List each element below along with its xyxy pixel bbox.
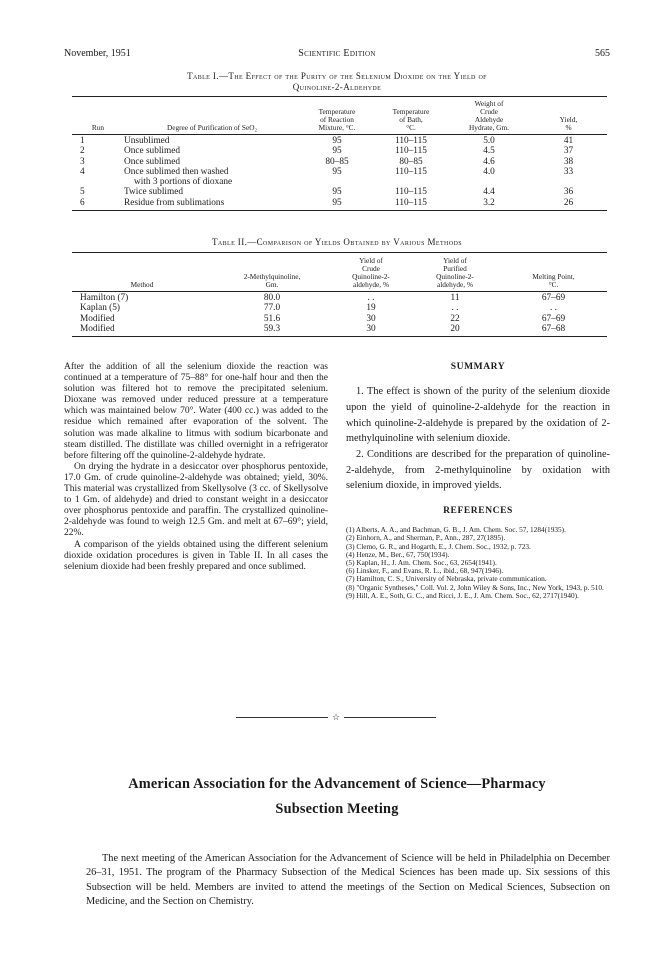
table1-header-run: Run <box>91 123 105 132</box>
table1-cell-weight: 4.5 <box>483 146 495 157</box>
table1-cell-temp-reaction: 95 <box>332 166 342 177</box>
table2-cell-purified: 11 <box>450 293 460 303</box>
table1-cell-run: 5 <box>80 187 85 198</box>
table2-cell-melting: 67–68 <box>541 323 566 334</box>
table1-cell-yield: 26 <box>563 197 574 208</box>
table1-cell-temp-bath: 110–115 <box>395 197 427 208</box>
table1-cell-weight: 5.0 <box>483 136 495 146</box>
table1 <box>72 96 607 211</box>
table1-cell-yield: 38 <box>563 156 574 167</box>
body-left-column <box>64 362 328 573</box>
reference-item: (3) Clemo, G. R., and Hogarth, E., J. Chem. Soc., 1932, p. 723. <box>346 541 531 551</box>
table2-caption: Table II.—Comparison of Yields Obtained by Various Methods <box>211 237 462 247</box>
body-paragraph: On drying the hydrate in a desiccator over phosphorus pentoxide, 17.0 Gm. of crude quinoline-2-aldehyde was obtained; yield, 30%. This material was crystallized from Skellysolve (3 cc. of Skellysolve to 1 Gm. of aldehyde) and dried to constant weight in a desiccator over phosphorus pentoxide and paraffin. The crystallized quinoline-2-aldehyde was found to weigh 12.5 Gm. and melt at 67–69°; yield, 22%. <box>64 461 328 539</box>
table2-header-methylquinoline: 2-Methylquinoline, Gm. <box>243 272 301 289</box>
body-paragraph: After the addition of all the selenium dioxide the reaction was continued at a temperature of 75–88° for one-half hour and then the solution was filtered hot to remove the precipitated selenium. Dioxane was removed under reduced pressure at a temperature which was maintained below 70°. Water (400 cc.) was added to the residue which remained after evaporation of the solvent. The solution was made alkaline to litmus with sodium bicarbonate and steam distilled. The distillate was chilled overnight in a refrigerator before filtering off the quinoline-2-aldehyde hydrate. <box>64 362 328 461</box>
divider-line-right <box>344 717 436 718</box>
body-right-column <box>346 362 610 600</box>
body-paragraph: A comparison of the yields obtained using the different selenium dioxide oxidation procedures is given in Table II. In all cases the selenium dioxide had been freshly prepared and once sublimed. <box>64 539 328 572</box>
table1-cell-run: 3 <box>80 156 85 167</box>
table1-caption <box>64 71 610 93</box>
reference-item: (8) "Organic Syntheses," Coll. Vol. 2, John Wiley & Sons, Inc., New York, 1943, p. 510. <box>346 582 604 592</box>
table1-cell-yield: 37 <box>563 146 574 157</box>
table2-header-row <box>72 253 607 292</box>
table1-header-temp-reaction: Temperature of Reaction Mixture, °C. <box>318 107 356 132</box>
table1-header-weight: Weight of Crude Aldehyde Hydrate, Gm. <box>469 99 509 132</box>
reference-item: (7) Hamilton, C. S., University of Nebraska, private communication. <box>346 574 547 584</box>
table1-cell-temp-reaction: 95 <box>332 197 342 208</box>
reference-item: (1) Alberts, A. A., and Bachman, G. B., J. Am. Chem. Soc. 57, 1284(1935). <box>346 525 566 535</box>
announcement-title-line1: American Association for the Advancement of Science—Pharmacy <box>128 776 546 792</box>
table2-cell-crude: 30 <box>366 313 376 324</box>
running-header <box>64 48 610 62</box>
header-journal: Scientific Edition <box>298 48 376 59</box>
table2-cell-purified: 20 <box>450 323 460 334</box>
table2-header-method: Method <box>130 280 154 289</box>
announcement-body <box>86 852 610 910</box>
summary-item: 2. Conditions are described for the preparation of quinoline-2-aldehyde, from 2-methylquinoline by oxidation with selenium dioxide, in improved yields. <box>346 448 610 492</box>
reference-item: (6) Linsker, F., and Evans, R. L., ibid., 68, 947(1946). <box>346 566 504 576</box>
table1-cell-yield: 41 <box>563 136 574 146</box>
summary-heading: SUMMARY <box>450 362 506 372</box>
table2-cell-methylquinoline: 77.0 <box>263 303 281 314</box>
table1-header-degree: Degree of Purification of SeO₂ <box>166 123 258 132</box>
reference-item: (5) Kaplan, H., J. Am. Chem. Soc., 63, 2654(1941). <box>346 557 497 567</box>
table1-cell-run: 6 <box>80 197 85 208</box>
table2-cell-methylquinoline: 59.3 <box>263 323 281 334</box>
table1-caption-line2: Quinoline-2-Aldehyde <box>292 82 382 92</box>
table2-cell-method: Modified <box>80 323 115 334</box>
table1-cell-degree: Once sublimed <box>124 146 181 157</box>
table2-cell-methylquinoline: 80.0 <box>263 293 281 303</box>
table-row <box>72 324 607 337</box>
reference-item: (2) Einhorn, A., and Sherman, P., Ann., 287, 27(1895). <box>346 533 506 543</box>
table2-cell-method: Modified <box>80 313 115 324</box>
table1-degree-continuation: with 3 portions of dioxane <box>134 177 233 188</box>
table2-header-crude-yield: Yield of Crude Quinoline-2- aldehyde, % <box>352 256 390 289</box>
table2 <box>72 252 607 337</box>
summary-section <box>346 384 610 494</box>
table2-cell-crude: 19 <box>366 303 376 314</box>
table1-cell-temp-reaction: 95 <box>332 136 342 146</box>
table-row <box>72 157 607 167</box>
reference-item: (4) Henze, M., Ber., 67, 750(1934). <box>346 549 450 559</box>
table1-cell-weight: 4.0 <box>483 166 495 177</box>
table2-cell-purified: . . <box>451 303 459 314</box>
table2-cell-crude: . . <box>367 293 375 303</box>
star-icon: ☆ <box>331 712 341 722</box>
table1-cell-run: 2 <box>80 146 85 157</box>
table2-cell-crude: 30 <box>366 323 376 334</box>
table-row <box>72 303 607 313</box>
table-row <box>72 187 607 197</box>
announcement-title <box>64 772 610 822</box>
table-row <box>72 292 607 304</box>
table1-cell-temp-reaction: 95 <box>332 187 342 198</box>
table2-cell-melting: . . <box>550 303 557 314</box>
table1-cell-temp-bath: 110–115 <box>395 166 427 177</box>
section-divider <box>236 711 436 725</box>
table1-caption-line1: Table I.—The Effect of the Purity of the Selenium Dioxide on the Yield of <box>187 71 487 81</box>
table2-header-melting-point: Melting Point, °C. <box>532 272 575 289</box>
table1-cell-run: 4 <box>80 166 85 177</box>
table2-cell-melting: 67–69 <box>541 313 566 324</box>
table1-cell-weight: 4.6 <box>483 156 495 167</box>
table1-cell-temp-bath: 80–85 <box>399 156 423 167</box>
table-row <box>72 135 607 147</box>
table1-cell-temp-bath: 110–115 <box>395 136 427 146</box>
table1-cell-degree: Unsublimed <box>124 136 170 146</box>
reference-item: (9) Hill, A. E., Soth, G. C., and Ricci, J. E., J. Am. Chem. Soc., 62, 2717(1940). <box>346 590 579 600</box>
announcement-title-line2: Subsection Meeting <box>275 801 399 817</box>
table2-cell-purified: 22 <box>450 313 460 324</box>
table2-header-purified-yield: Yield of Purified Quinoline-2- aldehyde, % <box>436 256 474 289</box>
table1-cell-run: 1 <box>80 136 85 146</box>
table1-cell-temp-bath: 110–115 <box>395 146 427 157</box>
table1-cell-temp-bath: 110–115 <box>395 187 427 198</box>
header-page-number: 565 <box>595 48 610 59</box>
table2-cell-method: Kaplan (5) <box>80 303 121 314</box>
table1-cell-yield: 33 <box>563 166 574 177</box>
table1-cell-weight: 3.2 <box>483 197 495 208</box>
table1-header-temp-bath: Temperature of Bath, °C. <box>392 107 430 132</box>
references-list <box>346 526 610 600</box>
table1-cell-degree: Residue from sublimations <box>124 197 225 208</box>
header-date: November, 1951 <box>64 48 131 59</box>
table1-cell-yield: 36 <box>563 187 574 198</box>
table1-cell-degree: Once sublimed <box>124 156 181 167</box>
summary-item: 1. The effect is shown of the purity of the selenium dioxide upon the yield of quinoline-2-aldehyde for the reaction in which quinoline-2-aldehyde is prepared by the oxidation of 2-methylquinoline with selenium dioxide. <box>346 386 610 445</box>
table2-cell-melting: 67–69 <box>541 293 566 303</box>
table-row <box>72 146 607 156</box>
table1-cell-degree: Twice sublimed <box>124 187 183 198</box>
table1-cell-temp-reaction: 95 <box>332 146 342 157</box>
table1-cell-weight: 4.4 <box>483 187 495 198</box>
announcement-paragraph: The next meeting of the American Association for the Advancement of Science will be held in Philadelphia on December 26–31, 1951. The program of the Pharmacy Subsection of the Medical Sciences has been made up. Six sessions of this Subsection will be held. Members are invited to attend the meetings of the Section on Medical Sciences, Subsection on Medicine, and the Section on Chemistry. <box>86 853 610 908</box>
table2-cell-methylquinoline: 51.6 <box>263 313 281 324</box>
table1-header-yield: Yield, % <box>559 115 578 132</box>
table1-header-row <box>72 97 607 135</box>
table-row <box>72 167 607 188</box>
table-row <box>72 314 607 324</box>
references-heading: REFERENCES <box>443 506 513 517</box>
table1-cell-degree <box>124 167 300 188</box>
table1-cell-temp-reaction: 80–85 <box>325 156 349 167</box>
table-row <box>72 198 607 211</box>
divider-line-left <box>236 717 328 718</box>
table1-degree-text: Once sublimed then washed <box>124 166 229 177</box>
table2-cell-method: Hamilton (7) <box>80 293 129 303</box>
